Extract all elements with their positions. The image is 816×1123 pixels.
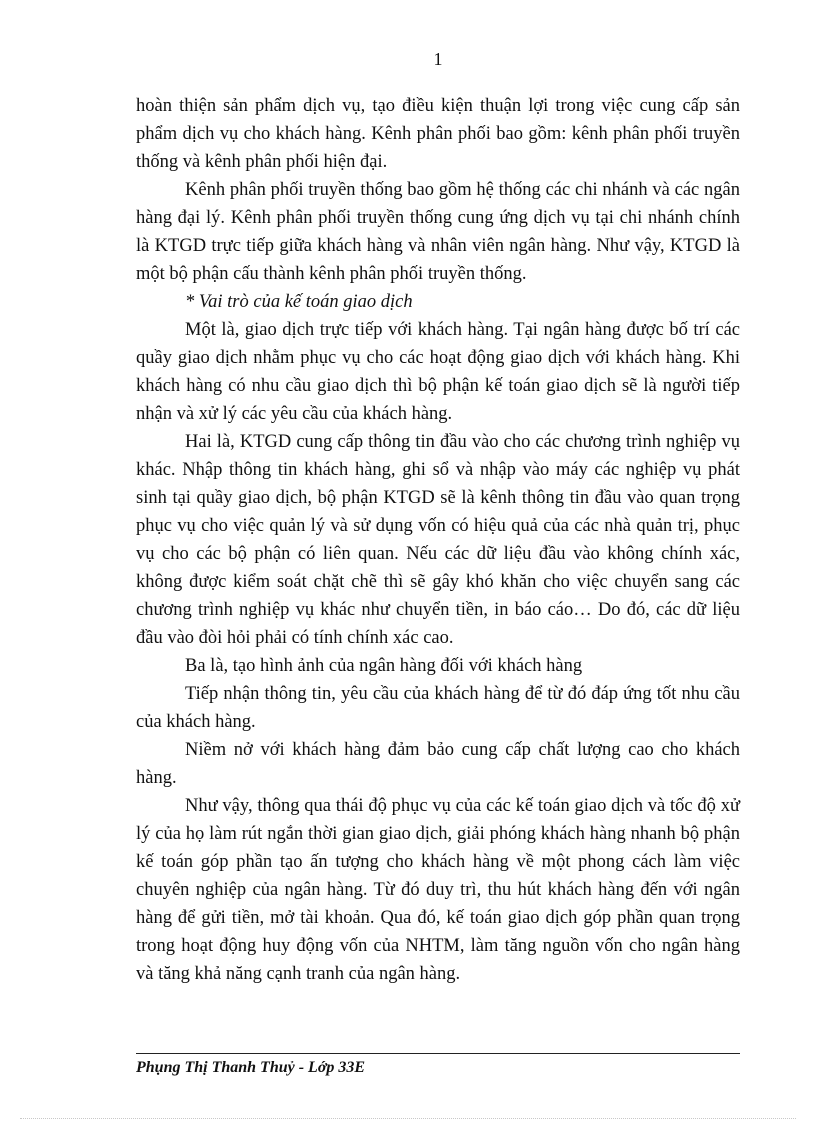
page-edge (20, 1118, 796, 1119)
footer-author: Phụng Thị Thanh Thuỷ - Lớp 33E (136, 1059, 366, 1076)
paragraph-receive-info: Tiếp nhận thông tin, yêu cầu của khách hàng để từ đó đáp ứng tốt nhu cầu của khách hàng. (136, 684, 740, 732)
paragraph-role-one: Một là, giao dịch trực tiếp với khách hàng. Tại ngân hàng được bố trí các quầy giao dịch nhằm phục vụ cho các hoạt động giao dịch với khách hàng. Khi khách hàng có nhu cầu giao dịch thì bộ phận kế toán giao dịch sẽ là người tiếp nhận và xử lý các yêu cầu của khách hàng. (136, 320, 740, 424)
body-text (136, 92, 740, 988)
paragraph-conclusion: Như vậy, thông qua thái độ phục vụ của các kế toán giao dịch và tốc độ xử lý của họ làm rút ngắn thời gian giao dịch, giải phóng khách hàng nhanh bộ phận kế toán góp phần tạo ấn tượng cho khách hàng về một phong cách làm việc chuyên nghiệp của ngân hàng. Từ đó duy trì, thu hút khách hàng đến với ngân hàng để gửi tiền, mở tài khoản. Qua đó, kế toán giao dịch góp phần quan trọng trong hoạt động huy động vốn của NHTM, làm tăng nguồn vốn cho ngân hàng và tăng khả năng cạnh tranh của ngân hàng. (136, 796, 740, 984)
paragraph-role-two: Hai là, KTGD cung cấp thông tin đầu vào cho các chương trình nghiệp vụ khác. Nhập thông tin khách hàng, ghi sổ và nhập vào máy các nghiệp vụ phát sinh tại quầy giao dịch, bộ phận KTGD sẽ là kênh thông tin đầu vào quan trọng phục vụ cho việc quản lý và sử dụng vốn có hiệu quả của các nhà quản trị, phục vụ cho các bộ phận có liên quan. Nếu các dữ liệu đầu vào không chính xác, không được kiểm soát chặt chẽ thì sẽ gây khó khăn cho việc chuyển sang các chương trình nghiệp vụ khác như chuyển tiền, in báo cáo… Do đó, các dữ liệu đầu vào đòi hỏi phải có tính chính xác cao. (136, 432, 740, 648)
page-number: 1 (433, 49, 443, 69)
paragraph-continuation: hoàn thiện sản phẩm dịch vụ, tạo điều kiện thuận lợi trong việc cung cấp sản phẩm dịch vụ cho khách hàng. Kênh phân phối bao gồm: kênh phân phối truyền thống và kênh phân phối hiện đại. (136, 96, 740, 172)
paragraph-friendly-service: Niềm nở với khách hàng đảm bảo cung cấp chất lượng cao cho khách hàng. (136, 740, 740, 788)
paragraph-traditional-channel: Kênh phân phối truyền thống bao gồm hệ thống các chi nhánh và các ngân hàng đại lý. Kênh phân phối truyền thống cung ứng dịch vụ tại chi nhánh chính là KTGD trực tiếp giữa khách hàng và nhân viên ngân hàng. Như vậy, KTGD là một bộ phận cấu thành kênh phân phối truyền thống. (136, 180, 740, 284)
footer-divider (136, 1053, 740, 1054)
section-heading-role: * Vai trò của kế toán giao dịch (185, 292, 413, 312)
paragraph-role-three: Ba là, tạo hình ảnh của ngân hàng đối với khách hàng (185, 656, 583, 676)
